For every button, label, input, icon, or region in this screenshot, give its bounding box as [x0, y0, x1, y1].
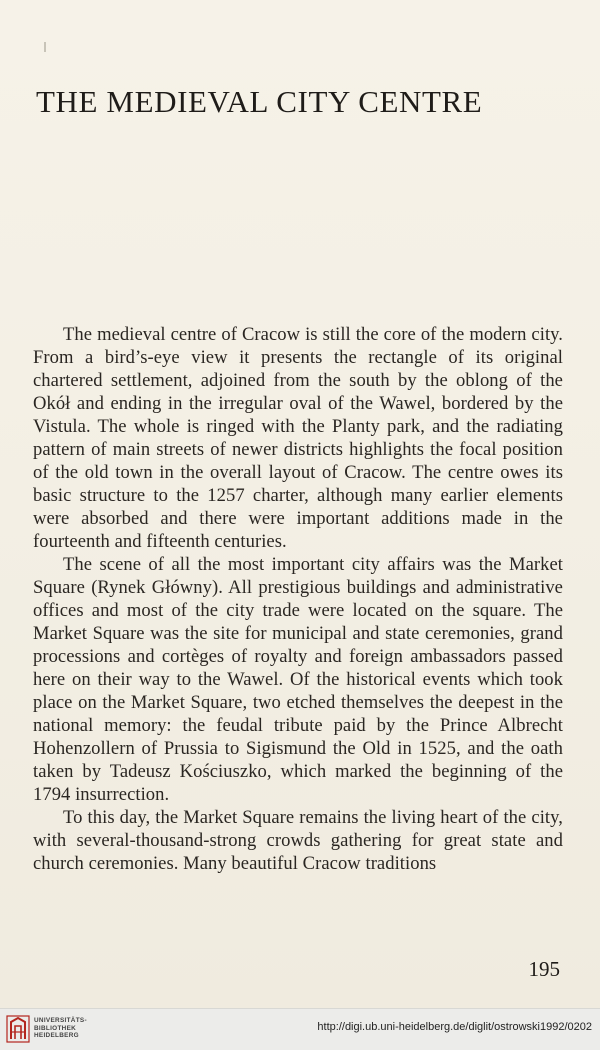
page-number: 195 — [528, 957, 560, 981]
library-name-line: UNIVERSITÄTS- — [34, 1017, 87, 1024]
body-text — [33, 323, 563, 875]
library-logo[interactable] — [6, 1014, 88, 1046]
library-name-line: HEIDELBERG — [34, 1032, 79, 1040]
library-name — [34, 1017, 87, 1040]
scan-mark — [44, 42, 46, 52]
permalink-url[interactable]: http://digi.ub.uni-heidelberg.de/diglit/ostrowski1992/0202 — [317, 1021, 592, 1033]
university-library-logo-icon — [6, 1014, 30, 1044]
paragraph-2: The scene of all the most important city affairs was the Market Square (Rynek Główny). All prestigious buildings and administrative offices and most of the city trade were located on the square. The Market Square was the site for municipal and state ceremonies, grand processions and cortèges of royalty and foreign ambassadors passed here on their way to the Wawel. Of the historical events which took place on the Market Square, two etched themselves the deepest in the national memory: the feudal tribute paid by the Prince Albrecht Hohenzollern of Prussia to Sigismund the Old in 1525, and the oath taken by Tadeusz Kościuszko, which marked the beginning of the 1794 insurrection. — [33, 554, 563, 805]
library-name-line: BIBLIOTHEK — [34, 1024, 77, 1032]
paragraph-1: The medieval centre of Cracow is still the core of the modern city. From a bird’s-eye view it presents the rectangle of its original chartered settlement, adjoined from the south by the oblong of the Okół and ending in the irregular oval of the Wawel, bordered by the Vistula. The whole is ringed with the Planty park, and the radiating pattern of main streets of newer districts highlights the focal position of the old town in the overall layout of Cracow. The centre owes its basic structure to the 1257 charter, although many earlier elements were absorbed and there were important additions made in the fourteenth and fifteenth centuries. — [33, 324, 563, 552]
chapter-title: THE MEDIEVAL CITY CENTRE — [36, 84, 483, 119]
paragraph-3: To this day, the Market Square remains the living heart of the city, with several-thousand-strong crowds gathering for great state and church ceremonies. Many beautiful Cracow traditions — [33, 807, 563, 874]
digitization-footer — [0, 1008, 600, 1050]
